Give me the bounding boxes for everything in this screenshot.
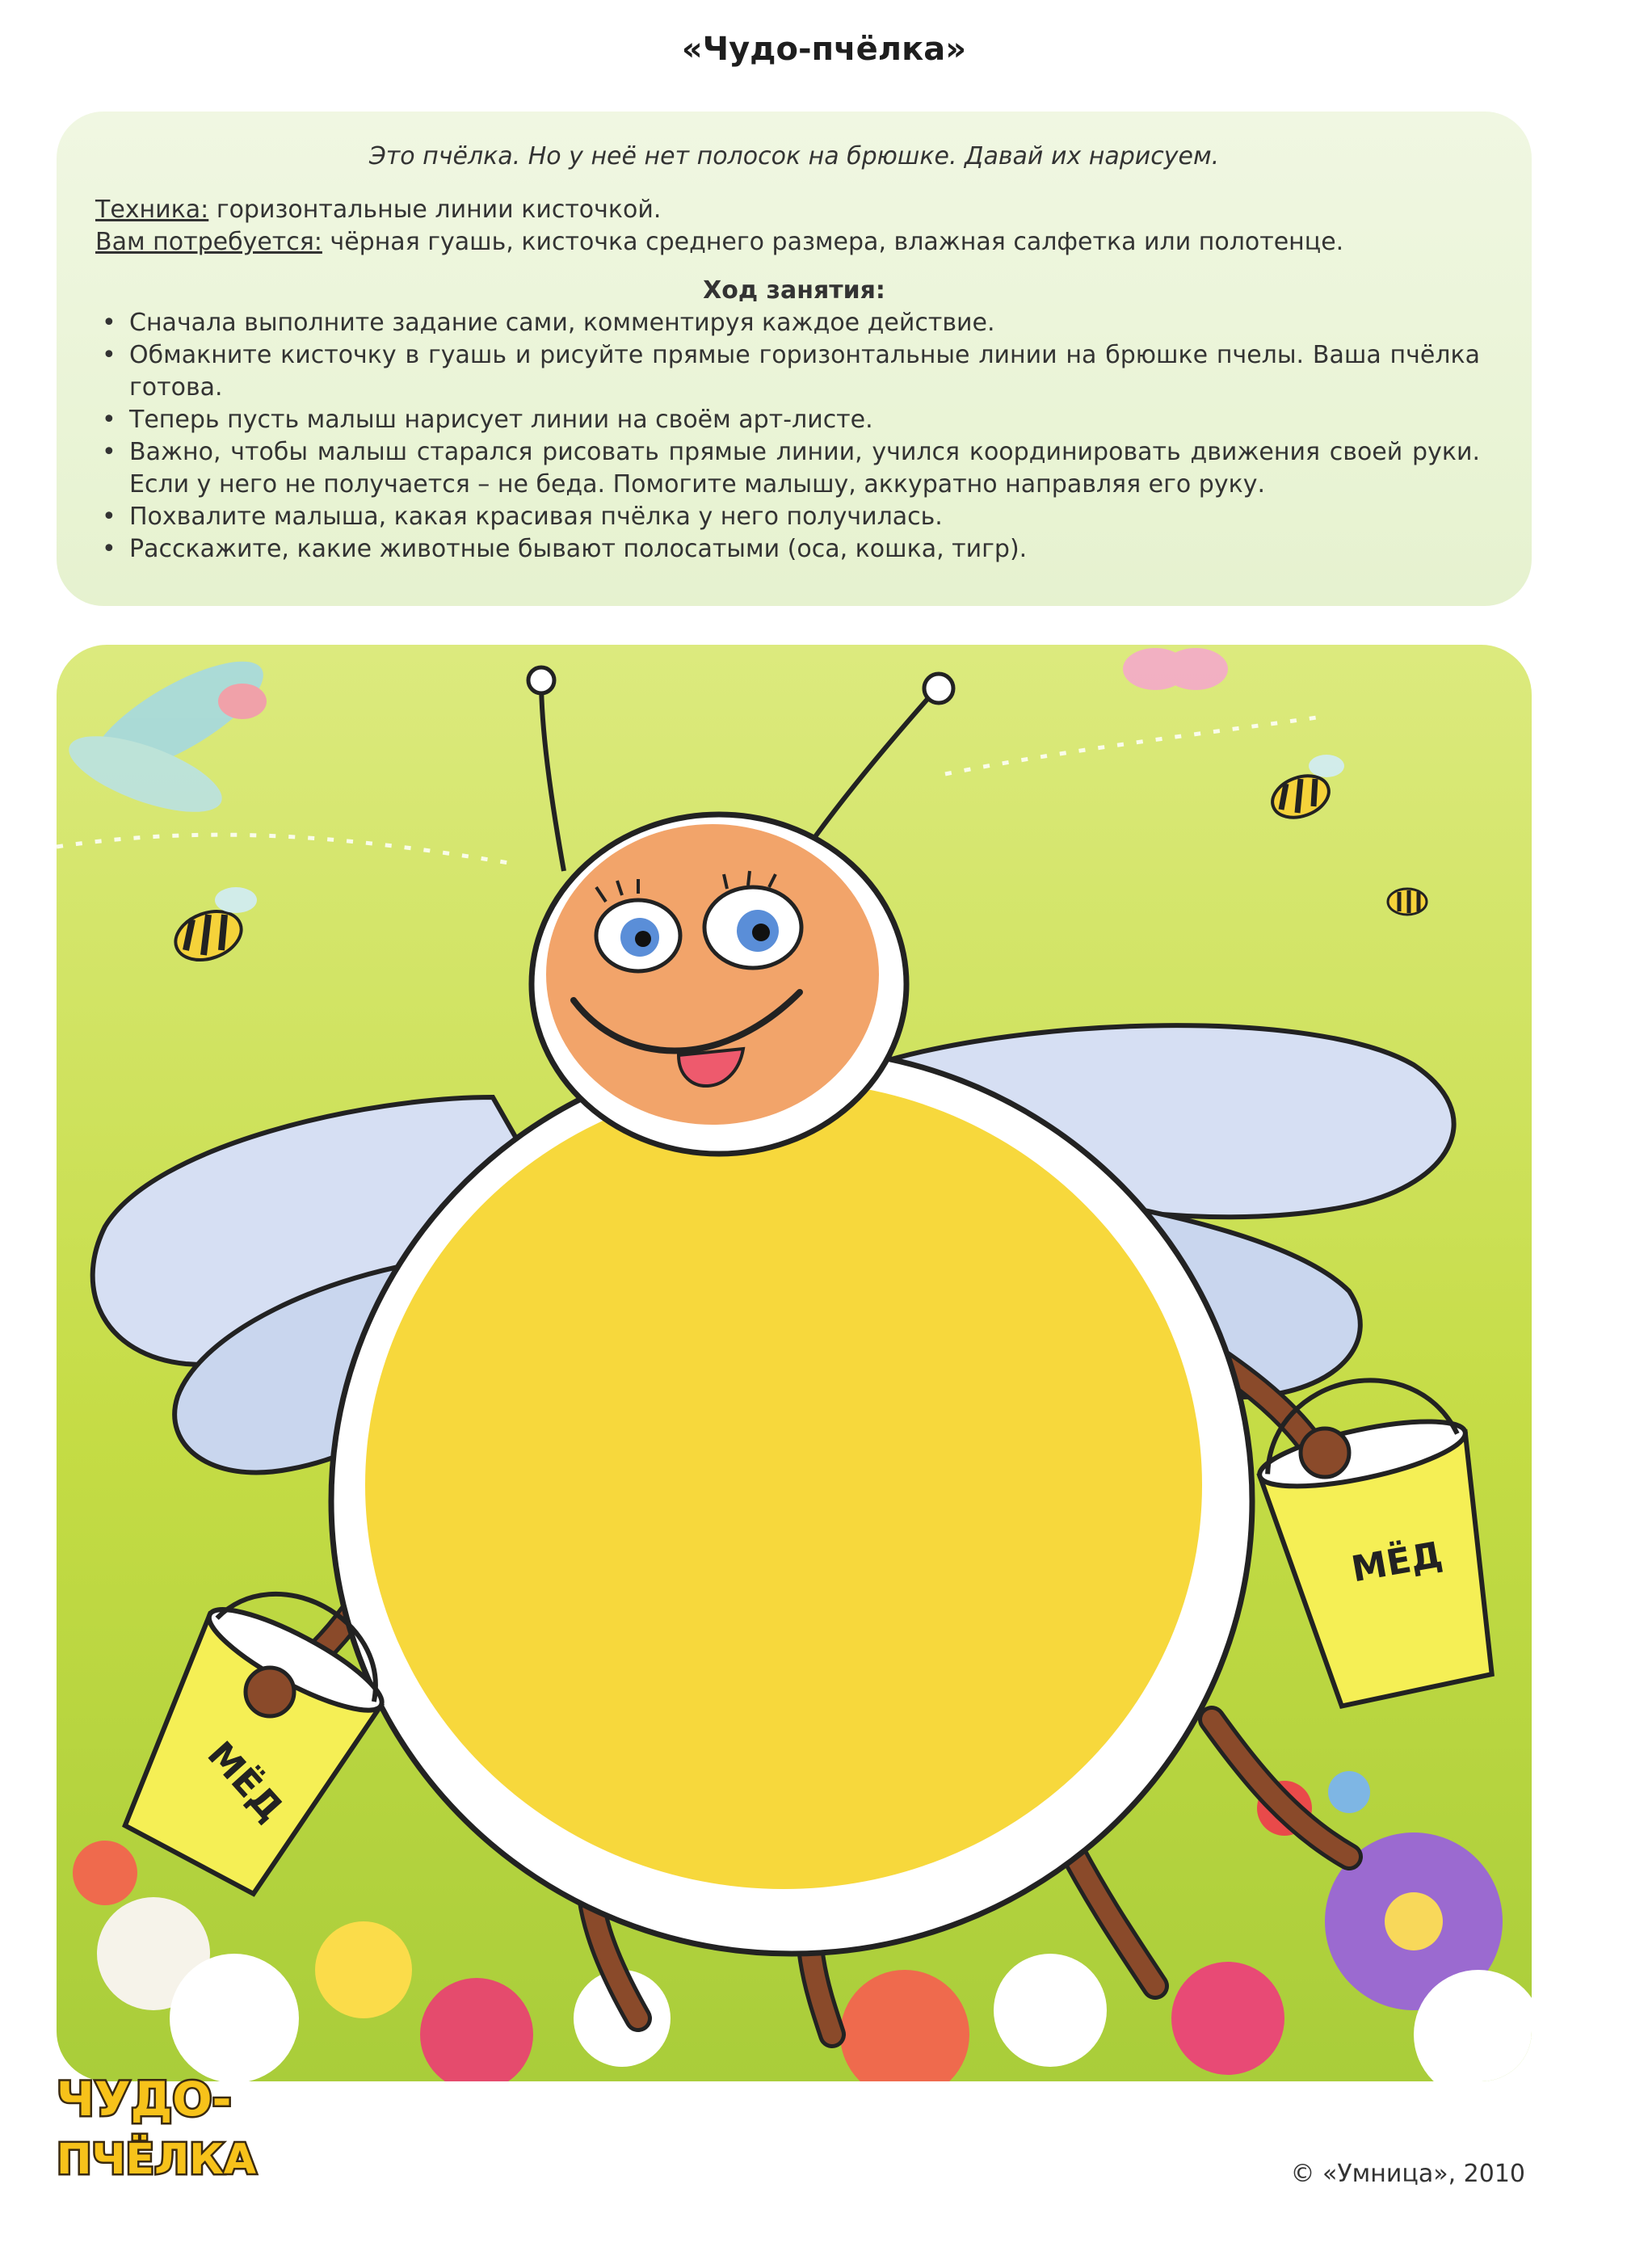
list-item: • Расскажите, какие животные бывают полосатыми (оса, кошка, тигр). (129, 533, 1493, 566)
logo-line-1: ЧУДО- (57, 2072, 232, 2127)
right-bucket-label: МЁД (1348, 1534, 1446, 1591)
materials-label: Вам потребуется: (95, 228, 322, 256)
list-item: • Важно, чтобы малыш старался рисовать прямые линии, учился координировать движения своей руки. Если у него не получается – не беда. Помогите малышу, аккуратно направляя его руку. (129, 436, 1493, 501)
right-antenna-tip (924, 674, 953, 703)
bee-illustration (57, 645, 1532, 2081)
instructions-panel (57, 112, 1532, 606)
page-title: «Чудо-пчёлка» (681, 31, 967, 68)
butterfly-icon (1123, 648, 1228, 690)
logo-line-2: ПЧЁЛКА (57, 2135, 256, 2184)
technique-label: Техника: (95, 196, 209, 224)
left-hand (246, 1668, 294, 1716)
materials-value: чёрная гуашь, кисточка среднего размера, влажная салфетка или полотенце. (330, 228, 1344, 256)
materials-row (95, 226, 1493, 259)
small-bee-icon (1388, 889, 1427, 915)
lesson-heading: Ход занятия: (703, 276, 885, 305)
list-item: • Сначала выполните задание сами, комментируя каждое действие. (129, 307, 1493, 339)
technique-value: горизонтальные линии кисточкой. (216, 196, 662, 224)
list-item: • Обмакните кисточку в гуашь и рисуйте прямые горизонтальные линии на брюшке пчелы. Ваша пчёлка готова. (129, 339, 1493, 404)
right-hand (1301, 1429, 1349, 1477)
list-item: • Похвалите малыша, какая красивая пчёлка у него получилась. (129, 501, 1493, 533)
technique-row (95, 194, 1493, 226)
left-bucket-label: МЁД (199, 1733, 292, 1830)
brand-logo (48, 2060, 291, 2190)
intro-text: Это пчёлка. Но у неё нет полосок на брюшке. Давай их нарисуем. (368, 142, 1220, 170)
lesson-steps (95, 307, 1493, 566)
copyright-text: © «Умница», 2010 (1290, 2160, 1525, 2188)
list-item: • Теперь пусть малыш нарисует линии на своём арт-листе. (129, 404, 1493, 436)
bee-belly (365, 1081, 1202, 1889)
left-antenna-tip (528, 667, 554, 693)
